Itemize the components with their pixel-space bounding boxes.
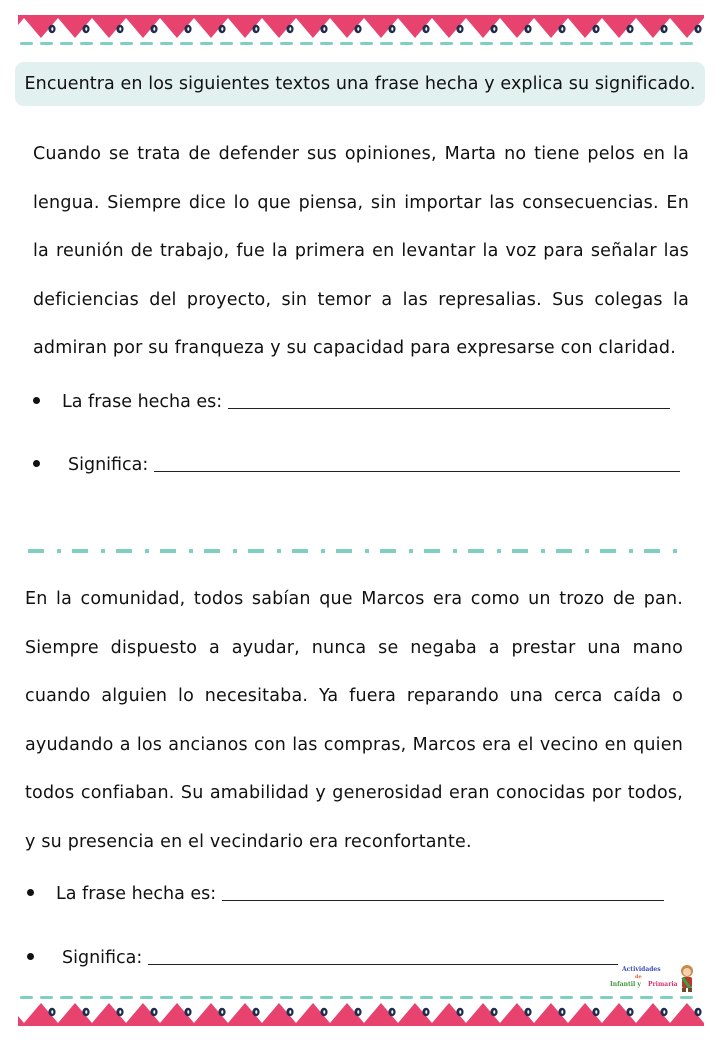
phrase-label: La frase hecha es: xyxy=(62,392,223,412)
exercise-2-text: En la comunidad, todos sabían que Marcos era como un trozo de pan. Siempre dispuesto a ayudar, nunca se negaba a prestar una mano cuando alguien lo necesitaba. Ya fuera reparando una cerca caída o ayudando a los ancianos con las compras, Marcos era el vecino en quien todos confiaban. Su amabilidad y generosidad eran conocidas por todos, y su presencia en el vecindario era reconfortante. xyxy=(25,589,683,852)
logo-line-2: de xyxy=(635,974,642,980)
bullet-icon xyxy=(27,953,34,960)
bottom-decorative-border xyxy=(18,990,704,1030)
section-divider xyxy=(28,540,694,548)
bullet-icon xyxy=(33,397,40,404)
exercise-1-meaning-row xyxy=(33,455,680,475)
instruction-banner xyxy=(15,62,705,106)
exercise-2-meaning-row xyxy=(27,948,618,968)
phrase-answer-line[interactable] xyxy=(228,407,670,409)
phrase-label: La frase hecha es: xyxy=(56,884,217,904)
exercise-1-text: Cuando se trata de defender sus opiniones, Marta no tiene pelos en la lengua. Siempre dice lo que piensa, sin importar las consecuencias. En la reunión de trabajo, fue la primera en levantar la voz para señalar las deficiencias del proyecto, sin temor a las represalias. Sus colegas la admiran por su franqueza y su capacidad para expresarse con claridad. xyxy=(33,144,689,358)
logo-line-3b: Primaria xyxy=(648,981,678,988)
bullet-icon xyxy=(27,889,34,896)
exercise-1-phrase-row xyxy=(33,392,670,412)
child-mascot-icon xyxy=(676,964,698,992)
meaning-label: Significa: xyxy=(62,948,143,968)
logo-line-3a: Infantil y xyxy=(610,981,641,988)
exercise-2-phrase-row xyxy=(27,884,664,904)
bullet-icon xyxy=(33,460,40,467)
logo-line-1: Actividades xyxy=(622,966,661,973)
meaning-label: Significa: xyxy=(68,455,149,475)
meaning-answer-line[interactable] xyxy=(154,470,680,472)
meaning-answer-line[interactable] xyxy=(148,963,618,965)
top-decorative-border xyxy=(18,12,704,52)
instruction-text: Encuentra en los siguientes textos una frase hecha y explica su significado. xyxy=(24,74,696,94)
phrase-answer-line[interactable] xyxy=(222,899,664,901)
